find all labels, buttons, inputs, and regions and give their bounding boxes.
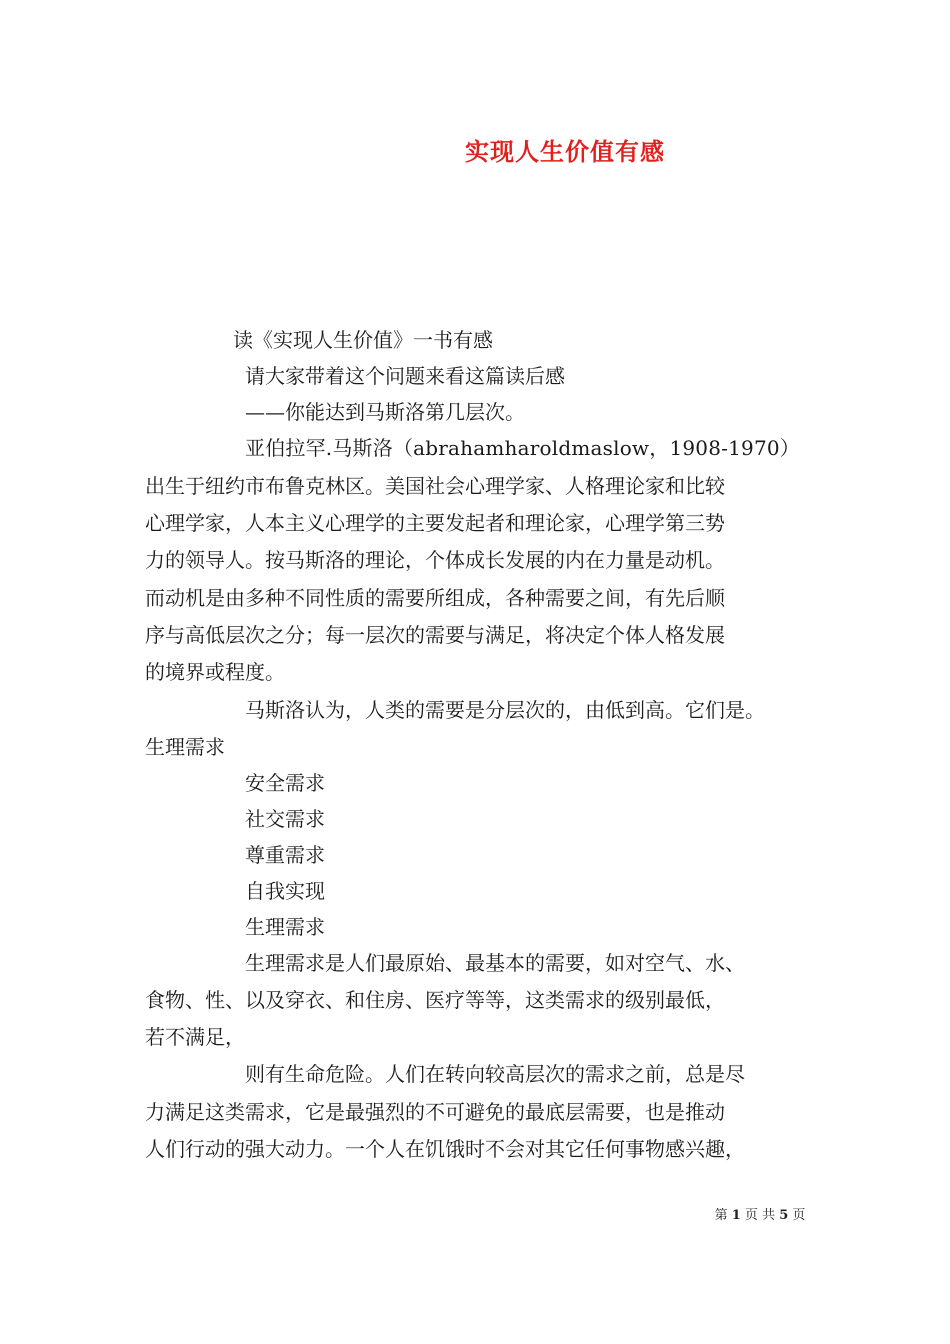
body-line: 食物、性、以及穿衣、和住房、医疗等等，这类需求的级别最低， [145,988,725,1012]
footer-total-pages: 5 [779,1208,789,1223]
body-line: 请大家带着这个问题来看这篇读后感 [245,364,565,388]
body-line: 的境界或程度。 [145,660,285,684]
list-item: 自我实现 [245,879,325,903]
footer-middle: 页 共 [744,1208,776,1223]
body-line: 生理需求是人们最原始、最基本的需要，如对空气、水、 [245,951,745,975]
document-title: 实现人生价值有感 [465,137,665,166]
body-line: 则有生命危险。人们在转向较高层次的需求之前，总是尽 [245,1062,745,1086]
body-line: ——你能达到马斯洛第几层次。 [245,400,525,424]
body-line: 出生于纽约市布鲁克林区。美国社会心理学家、人格理论家和比较 [145,474,725,498]
list-item: 尊重需求 [245,843,325,867]
body-line: 若不满足， [145,1025,245,1049]
body-line: 力的领导人。按马斯洛的理论，个体成长发展的内在力量是动机。 [145,548,725,572]
list-item: 生理需求 [145,735,225,759]
footer-suffix: 页 [792,1208,806,1223]
body-line: 亚伯拉罕.马斯洛（abrahamharoldmaslow，1908-1970） [245,436,801,460]
footer-prefix: 第 [714,1208,728,1223]
intro-heading-line: 读《实现人生价值》一书有感 [233,328,493,352]
body-line: 心理学家，人本主义心理学的主要发起者和理论家，心理学第三势 [145,511,725,535]
body-line: 人们行动的强大动力。一个人在饥饿时不会对其它任何事物感兴趣， [145,1137,745,1161]
page-footer [0,1204,950,1223]
body-line: 序与高低层次之分；每一层次的需要与满足，将决定个体人格发展 [145,623,725,647]
list-item: 生理需求 [245,915,325,939]
body-line: 马斯洛认为，人类的需要是分层次的，由低到高。它们是。 [245,698,765,722]
list-item: 安全需求 [245,771,325,795]
list-item: 社交需求 [245,807,325,831]
footer-page-number: 1 [731,1208,741,1223]
body-line: 而动机是由多种不同性质的需要所组成，各种需要之间，有先后顺 [145,586,725,610]
body-line: 力满足这类需求，它是最强烈的不可避免的最底层需要，也是推动 [145,1100,725,1124]
